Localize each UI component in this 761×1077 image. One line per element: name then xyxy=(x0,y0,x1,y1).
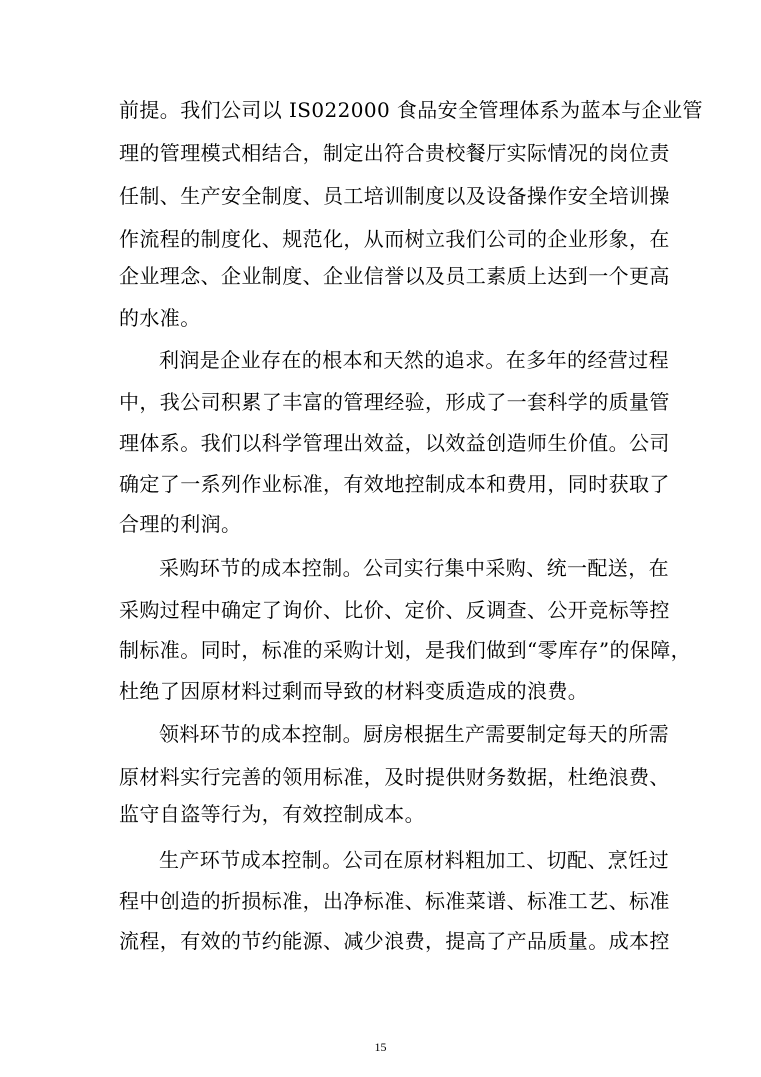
text-line: 任制、生产安全制度、员工培训制度以及设备操作安全培训操 xyxy=(119,184,670,208)
text-line: 制标准。同时，标准的采购计划，是我们做到“零库存”的保障， xyxy=(119,638,692,662)
text-line: 合理的利润。 xyxy=(119,512,242,536)
text-line: 采购环节的成本控制。公司实行集中采购、统一配送，在 xyxy=(159,556,669,580)
text-line: 的水准。 xyxy=(119,306,201,330)
text-line: 作流程的制度化、规范化，从而树立我们公司的企业形象，在 xyxy=(119,227,670,251)
page-number: 15 xyxy=(374,1040,387,1054)
text-line: 监守自盗等行为，有效控制成本。 xyxy=(119,802,425,826)
text-line: 领料环节的成本控制。厨房根据生产需要制定每天的所需 xyxy=(159,722,669,746)
text-line: 确定了一系列作业标准，有效地控制成本和费用，同时获取了 xyxy=(119,472,670,496)
text-line: 杜绝了因原材料过剩而导致的材料变质造成的浪费。 xyxy=(119,679,589,703)
text-line: 采购过程中确定了询价、比价、定价、反调查、公开竞标等控 xyxy=(119,598,670,622)
text-line: 前提。我们公司以 IS022000 食品安全管理体系为蓝本与企业管 xyxy=(119,98,703,122)
text-line: 中，我公司积累了丰富的管理经验，形成了一套科学的质量管 xyxy=(119,390,670,414)
text-line: 流程，有效的节约能源、减少浪费，提高了产品质量。成本控 xyxy=(119,929,670,953)
text-line: 原材料实行完善的领用标准，及时提供财务数据，杜绝浪费、 xyxy=(119,765,670,789)
text-line: 程中创造的折损标准，出净标准、标准菜谱、标准工艺、标准 xyxy=(119,889,670,913)
text-line: 生产环节成本控制。公司在原材料粗加工、切配、烹饪过 xyxy=(159,848,669,872)
text-line: 企业理念、企业制度、企业信誉以及员工素质上达到一个更高 xyxy=(119,264,670,288)
text-line: 理体系。我们以科学管理出效益，以效益创造师生价值。公司 xyxy=(119,431,670,455)
text-line: 理的管理模式相结合，制定出符合贵校餐厅实际情况的岗位责 xyxy=(119,141,670,165)
text-line: 利润是企业存在的根本和天然的追求。在多年的经营过程 xyxy=(159,348,669,372)
